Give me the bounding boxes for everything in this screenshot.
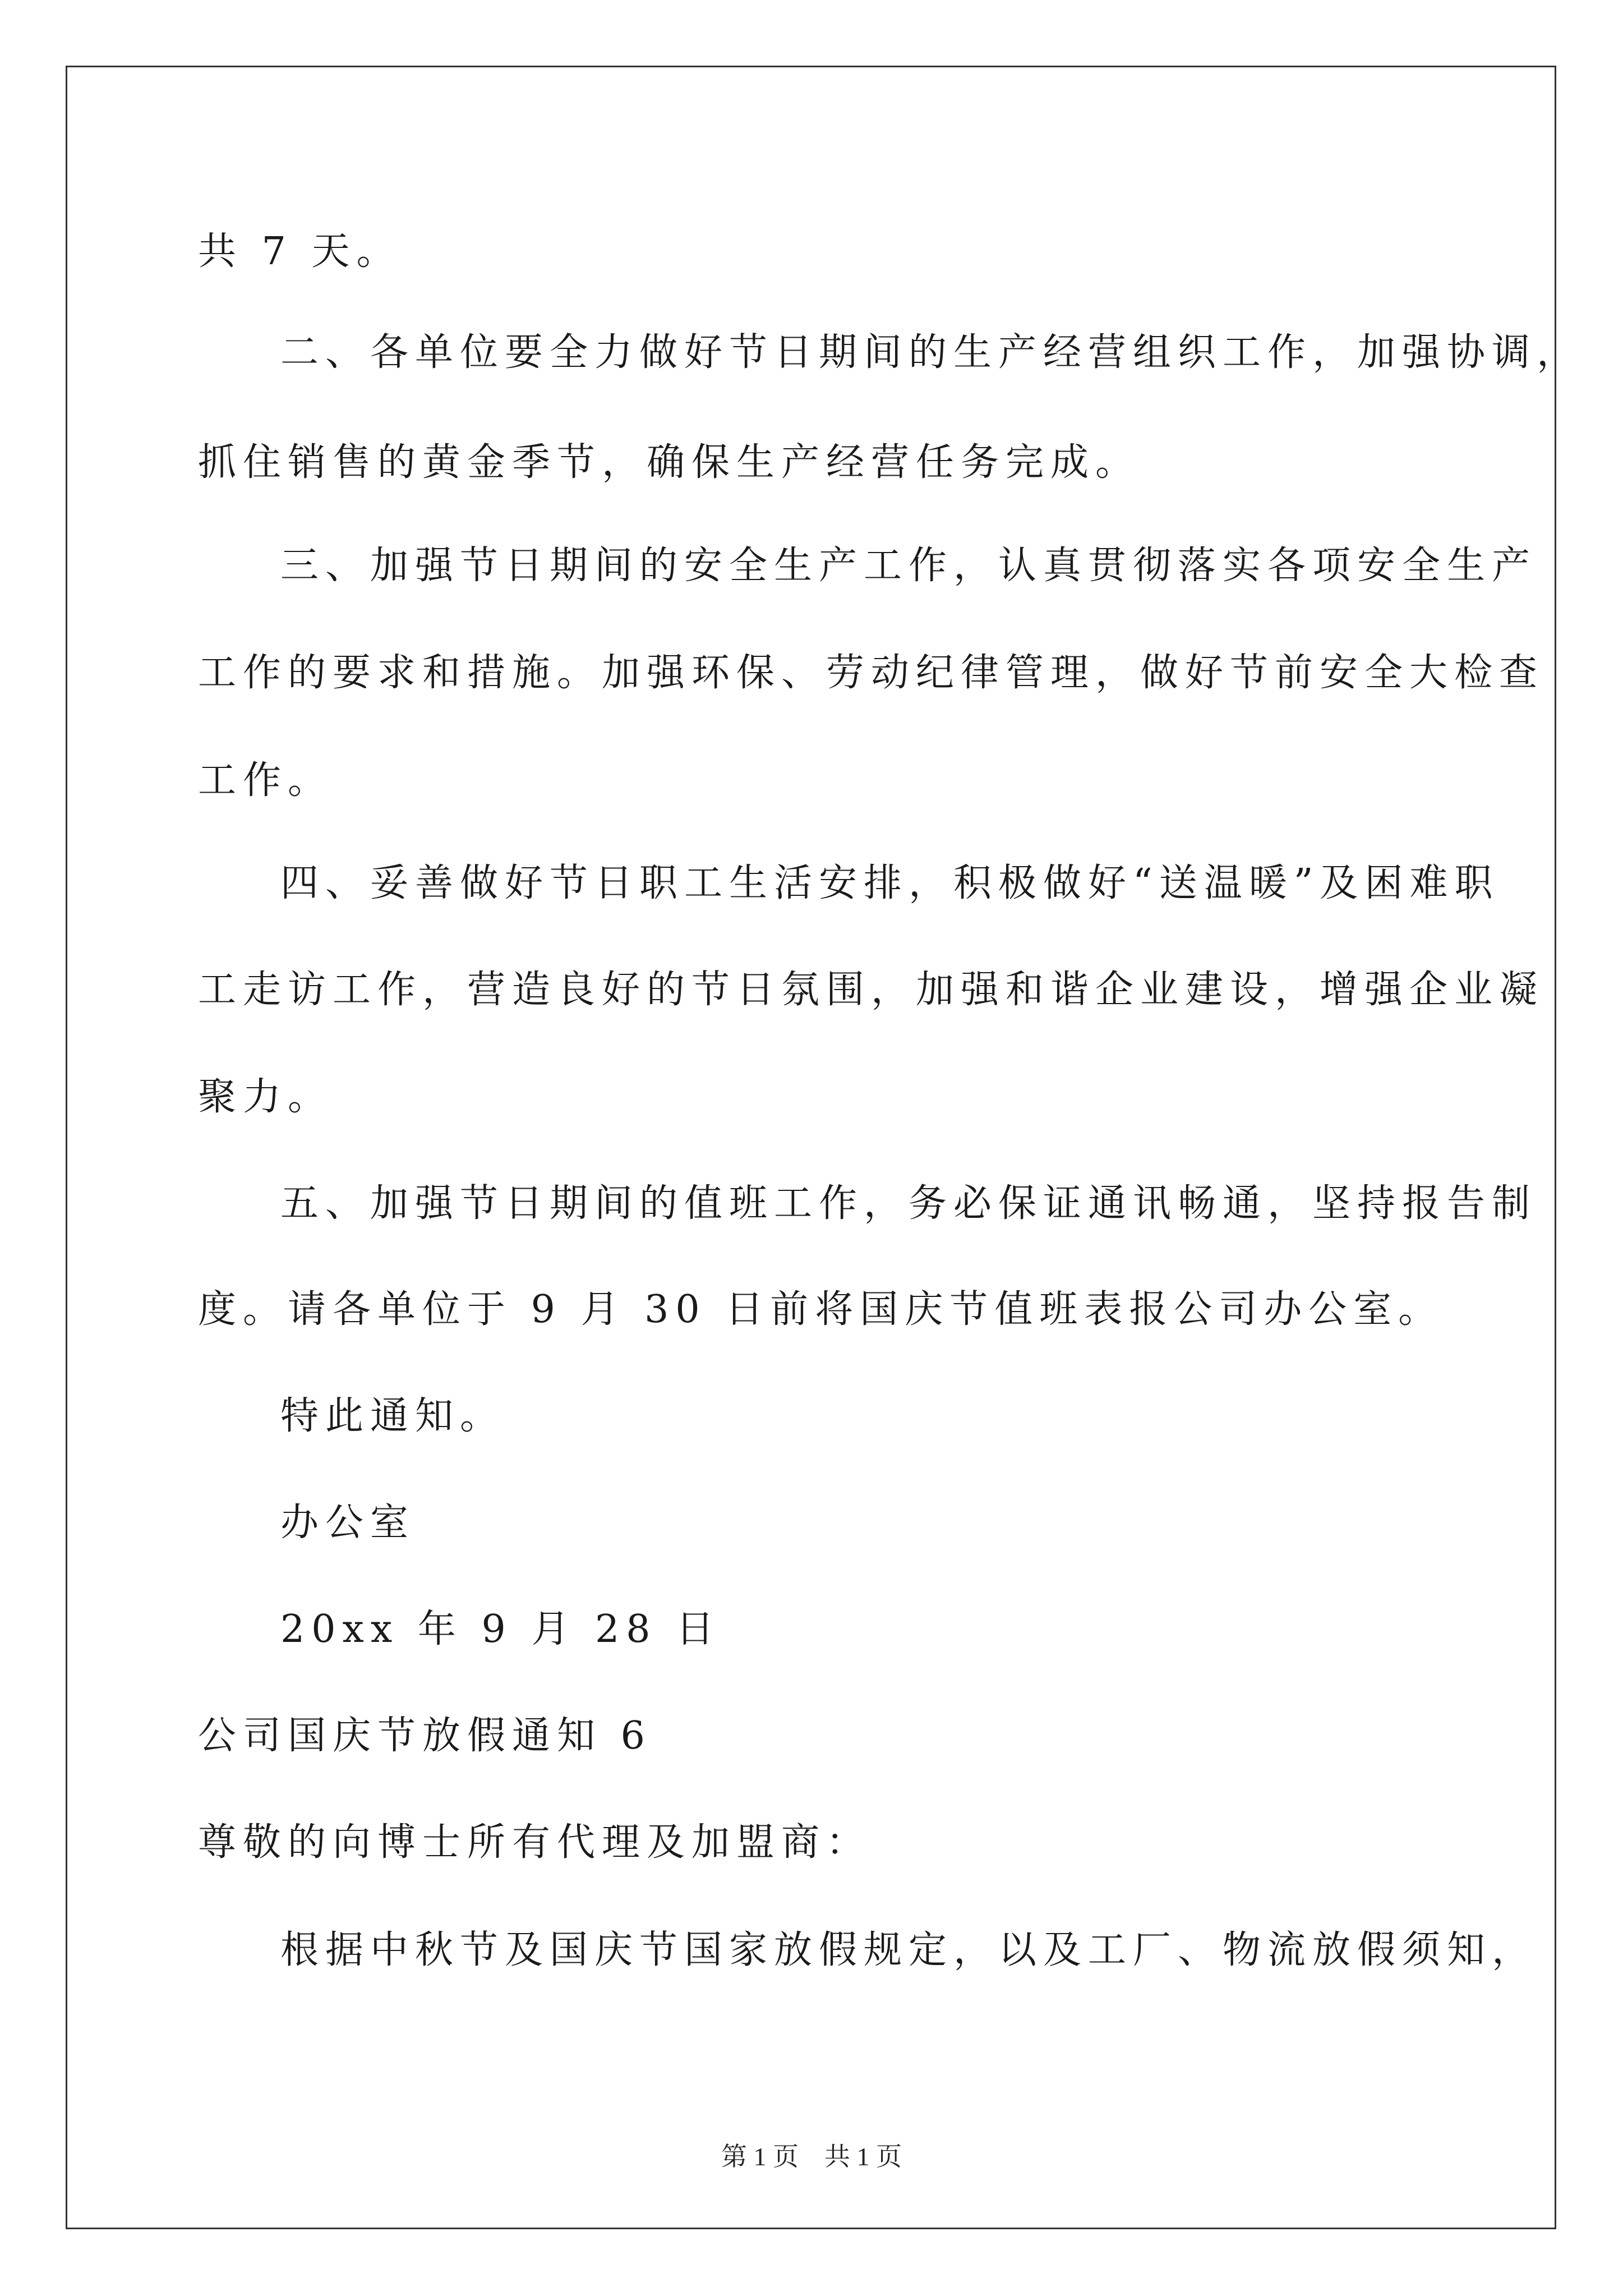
signature-office: 办公室 — [280, 1501, 416, 1545]
signature-date: 20xx 年 9 月 28 日 — [280, 1607, 721, 1651]
paragraph-5-line-2: 度。请各单位于 9 月 30 日前将国庆节值班表报公司办公室。 — [198, 1287, 1444, 1332]
page-border — [66, 66, 1556, 2229]
paragraph-3-line-3: 工作。 — [198, 758, 333, 803]
paragraph-4-line-1: 四、妥善做好节日职工生活安排，积极做好“送温暖”及困难职 — [280, 861, 1500, 905]
paragraph-2-line-2: 抓住销售的黄金季节，确保生产经营任务完成。 — [198, 440, 1141, 485]
paragraph-6-line-1: 根据中秋节及国庆节国家放假规定，以及工厂、物流放假须知， — [280, 1928, 1537, 1972]
paragraph-3-line-1: 三、加强节日期间的安全生产工作，认真贯彻落实各项安全生产 — [280, 544, 1537, 588]
paragraph-2-line-1: 二、各单位要全力做好节日期间的生产经营组织工作，加强协调， — [280, 330, 1582, 375]
section-title: 公司国庆节放假通知 6 — [198, 1714, 652, 1758]
paragraph-4-line-2: 工走访工作，营造良好的节日氛围，加强和谐企业建设，增强企业凝 — [198, 968, 1544, 1012]
text-line: 共 7 天。 — [198, 229, 402, 274]
notice-closing: 特此通知。 — [280, 1394, 505, 1438]
paragraph-3-line-2: 工作的要求和措施。加强环保、劳动纪律管理，做好节前安全大检查 — [198, 651, 1544, 695]
page-footer: 第 1 页 共 1 页 — [721, 2142, 902, 2171]
salutation: 尊敬的向博士所有代理及加盟商： — [198, 1820, 872, 1865]
paragraph-4-line-3: 聚力。 — [198, 1075, 333, 1119]
paragraph-5-line-1: 五、加强节日期间的值班工作，务必保证通讯畅通，坚持报告制 — [280, 1181, 1537, 1226]
